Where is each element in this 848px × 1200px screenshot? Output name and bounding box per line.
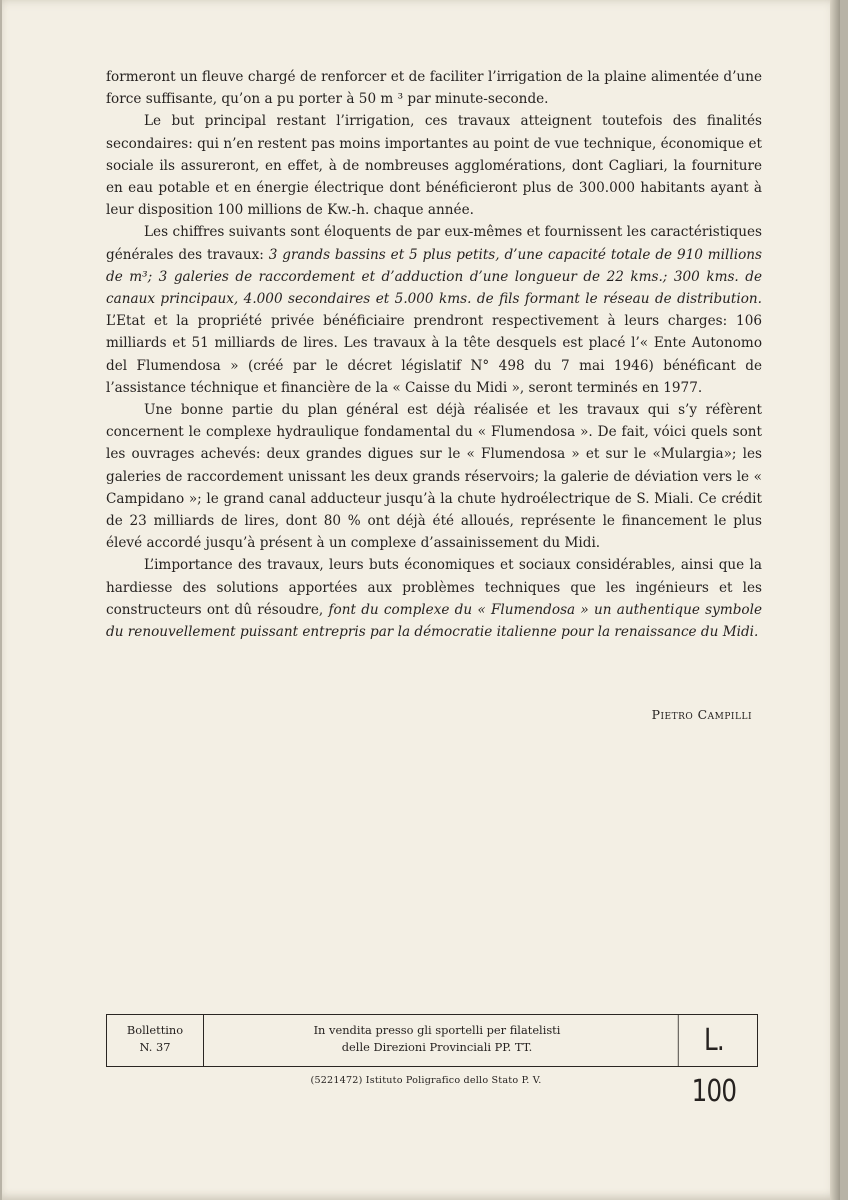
paragraph-2 xyxy=(106,110,762,221)
paragraph-1 xyxy=(106,66,762,110)
sale-line-1: In vendita presso gli sportelli per filatelisti xyxy=(313,1023,561,1037)
paragraph-italic-text: font du complexe du « Flumendosa » un authentique symbole du renouvellement puissant entrepris par la démocratie italienne pour la renaissance du Midi. xyxy=(106,601,763,641)
paragraph-text: Les chiffres suivants sont éloquents de par eux-mêmes et fournissent les caractéristiques générales des travaux: xyxy=(106,224,762,263)
paragraph-4 xyxy=(106,399,762,554)
paragraph-text: formeront un fleuve chargé de renforcer et de faciliter l’irrigation de la plaine alimentée d’une force suffisante, qu’on a pu porter à 50 m ³ par minute-seconde. xyxy=(106,69,762,108)
document-page xyxy=(2,0,840,1200)
printer-credit: (5221472) Istituto Poligrafico dello Stato P. V. xyxy=(310,1075,542,1086)
sale-line-2: delle Direzioni Provinciali PP. TT. xyxy=(341,1040,533,1054)
paragraph-text: L’importance des travaux, leurs buts économiques et sociaux considérables, ainsi que la hardiesse des solutions apportées aux problèmes techniques que les ingénieurs et les constructeurs ont dû résoudre, xyxy=(106,557,762,618)
paragraph-italic-text: 3 grands bassins et 5 plus petits, d’une capacité totale de 910 millions de m³; 3 galeries de raccordement et d’adduction d’une longueur de 22 kms.; 300 kms. de canaux principaux, 4.000 secondaires et 5.000 kms. de fils formant le réseau de distribution. xyxy=(106,246,762,308)
article-body xyxy=(106,66,762,643)
bulletin-label: Bollettino xyxy=(126,1023,184,1037)
paragraph-text: Une bonne partie du plan général est déjà réalisée et les travaux qui s’y réfèrent concernent le complexe hydraulique fondamental du « Flumendosa ». De fait, vóici quels sont les ouvrages achevés: deux grandes digues sur le « Flumendosa » et sur le «Mulargia»; les galeries de raccordement unissant les deux grands réservoirs; la galerie de déviation vers le « Campidano »; le grand canal adducteur jusqu’à la chute hydroélectrique de S. Miali. Ce crédit de 23 milliards de lires, dont 80 % ont déjà été alloués, représente le financement le plus élevé accordé jusqu’à présent à un complexe d’assainissement du Midi. xyxy=(106,402,762,552)
page-edge-shadow xyxy=(830,0,840,1200)
bulletin-number: N. 37 xyxy=(139,1040,171,1054)
paragraph-5 xyxy=(106,554,762,643)
paragraph-3 xyxy=(106,221,762,399)
paragraph-text: L’Etat et la propriété privée bénéficiaire prendront respectivement à leurs charges: 106 milliards et 51 milliards de lires. Les travaux à la tête desquels est placé l’« Ente Autonomo del Flumendosa » (créé par le décret législatif N° 498 du 7 mai 1946) bénéficant de l’assistance téchnique et financière de la « Caisse du Midi », seront terminés en 1977. xyxy=(106,313,762,396)
sale-info-cell xyxy=(204,1015,670,1066)
price-label: L. 100 xyxy=(678,1015,749,1066)
author-signature: Pietro Campilli xyxy=(651,707,752,722)
paragraph-text: Le but principal restant l’irrigation, ces travaux atteignent toutefois des finalités secondaires: qui n’en restent pas moins importantes au point de vue technique, économique et sociale ils assureront, en effet, à de nombreuses agglomérations, dont Cagliari, la fourniture en eau potable et en énergie électrique dont bénéficieront plus de 300.000 habitants ayant à leur disposition 100 millions de Kw.-h. chaque année. xyxy=(106,113,762,219)
bulletin-cell xyxy=(107,1015,204,1066)
